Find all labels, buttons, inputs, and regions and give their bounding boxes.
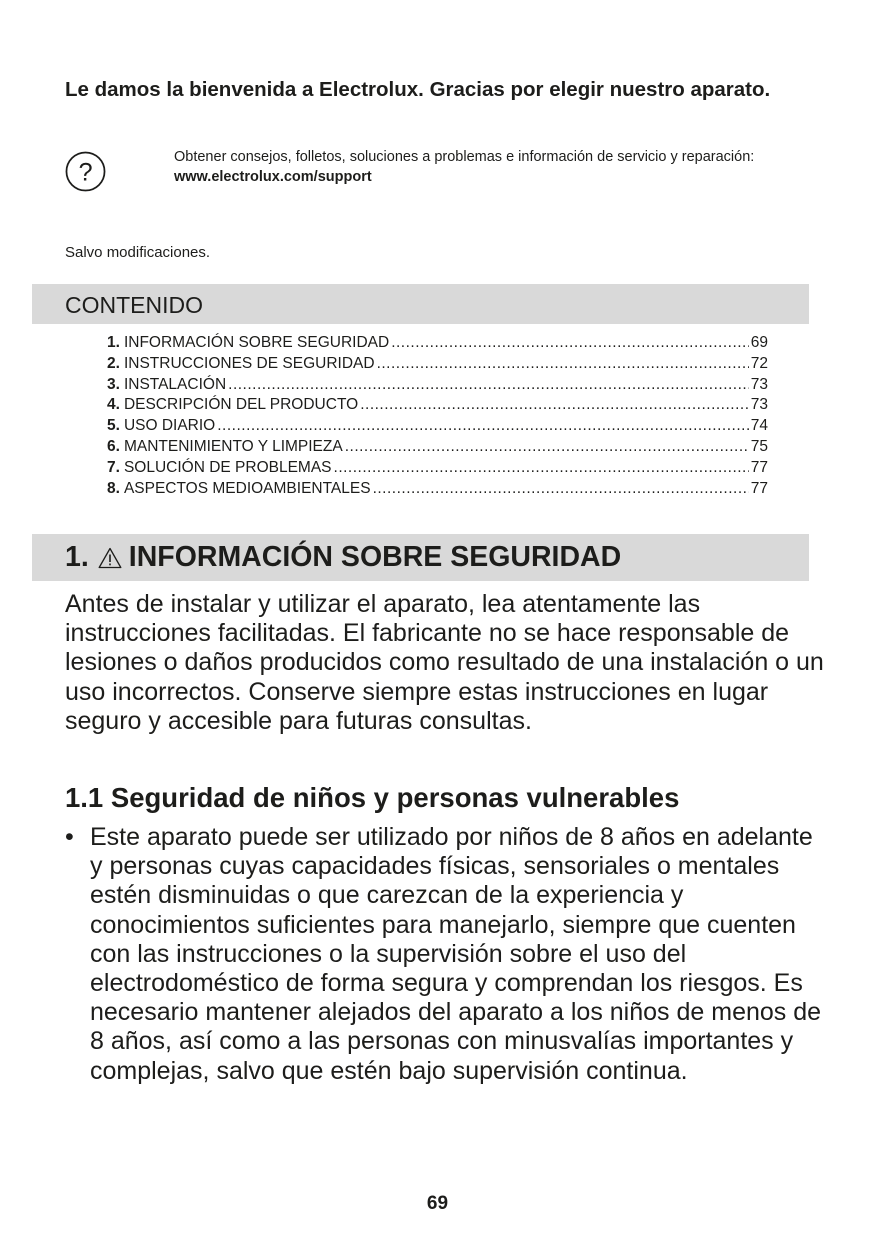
toc-leader-dots — [360, 395, 749, 416]
toc-item[interactable] — [107, 479, 768, 500]
subsection-title: 1.1 Seguridad de niños y personas vulnerables — [65, 782, 680, 813]
toc-item-label: INSTALACIÓN — [123, 375, 227, 393]
table-of-contents — [107, 333, 768, 499]
list-item-text: Este aparato puede ser utilizado por niños de 8 años en adelante y personas cuyas capacidades físicas, sensoriales o mentales estén disminuidas o que carezcan de la experiencia y conocimientos suficientes para manejarlo, siempre que cuenten con las instrucciones o la supervisión sobre el uso del electrodoméstico de forma segura y comprendan los riesgos. Es necesario mantener alejados del aparato a los niños de menos de 8 años, así como a las personas con minusvalías importantes y complejas, salvo que estén bajo supervisión continua. — [90, 823, 822, 1085]
toc-item-label: DESCRIPCIÓN DEL PRODUCTO — [123, 396, 359, 414]
toc-leader-dots — [228, 375, 749, 396]
toc-item-label: INFORMACIÓN SOBRE SEGURIDAD — [123, 334, 390, 351]
section-number: 1. — [65, 541, 89, 573]
toc-item[interactable] — [107, 375, 768, 396]
toc-item-page: 77 — [750, 479, 768, 497]
page-number: 69 — [426, 1193, 449, 1214]
toc-leader-dots — [334, 458, 749, 479]
list-item — [65, 823, 825, 1086]
toc-item[interactable] — [107, 395, 768, 416]
section-title-text: INFORMACIÓN SOBRE SEGURIDAD — [128, 541, 622, 573]
toc-item-page: 75 — [750, 437, 768, 455]
support-link[interactable]: www.electrolux.com/support — [174, 168, 372, 185]
toc-leader-dots — [391, 333, 749, 354]
toc-item-label: ASPECTOS MEDIOAMBIENTALES — [123, 479, 371, 497]
toc-item[interactable] — [107, 416, 768, 437]
toc-item-label: MANTENIMIENTO Y LIMPIEZA — [123, 437, 343, 455]
toc-item-number: 4. — [107, 396, 120, 414]
subject-to-change-note: Salvo modificaciones. — [65, 244, 211, 261]
support-info — [174, 148, 794, 187]
svg-text:?: ? — [78, 158, 93, 187]
toc-leader-dots — [217, 416, 749, 437]
toc-item-page: 73 — [750, 396, 768, 414]
toc-item-page: 73 — [750, 375, 768, 393]
toc-item-label: SOLUCIÓN DE PROBLEMAS — [123, 458, 332, 476]
toc-item-label: USO DIARIO — [123, 417, 216, 435]
section-title — [65, 541, 621, 574]
toc-item-page: 74 — [750, 417, 768, 435]
bullet-marker: • — [65, 823, 74, 851]
toc-item-number: 2. — [107, 354, 120, 372]
toc-item-number: 5. — [107, 417, 120, 435]
toc-leader-dots — [373, 479, 749, 500]
bullet-list — [65, 823, 825, 1086]
toc-item-number: 3. — [107, 375, 120, 393]
warning-triangle-icon — [98, 547, 122, 569]
support-description: Obtener consejos, folletos, soluciones a problemas e información de servicio y reparación: — [174, 149, 755, 165]
question-mark-icon — [65, 151, 106, 192]
section-header-bar — [32, 534, 809, 581]
toc-item-page: 69 — [750, 334, 768, 351]
toc-header-bar — [32, 284, 809, 324]
intro-paragraph: Antes de instalar y utilizar el aparato, lea atentamente las instrucciones facilitadas. El fabricante no se hace responsable de lesiones o daños producidos como resultado de una instalación o un uso incorrectos. Conserve siempre estas instrucciones en lugar seguro y accesible para futuras consultas. — [65, 590, 824, 735]
toc-item-number: 7. — [107, 458, 120, 476]
toc-item-page: 77 — [750, 458, 768, 476]
toc-item-page: 72 — [750, 354, 768, 372]
toc-item[interactable] — [107, 437, 768, 458]
toc-leader-dots — [377, 354, 749, 375]
toc-item[interactable] — [107, 354, 768, 375]
toc-item[interactable] — [107, 333, 768, 354]
welcome-heading: Le damos la bienvenida a Electrolux. Gracias por elegir nuestro aparato. — [65, 78, 771, 101]
toc-item-number: 8. — [107, 479, 120, 497]
toc-leader-dots — [345, 437, 749, 458]
toc-item-number: 6. — [107, 437, 120, 455]
toc-title: CONTENIDO — [65, 292, 203, 318]
toc-item[interactable] — [107, 458, 768, 479]
toc-item-label: INSTRUCCIONES DE SEGURIDAD — [123, 354, 375, 372]
toc-item-number: 1. — [107, 334, 120, 351]
